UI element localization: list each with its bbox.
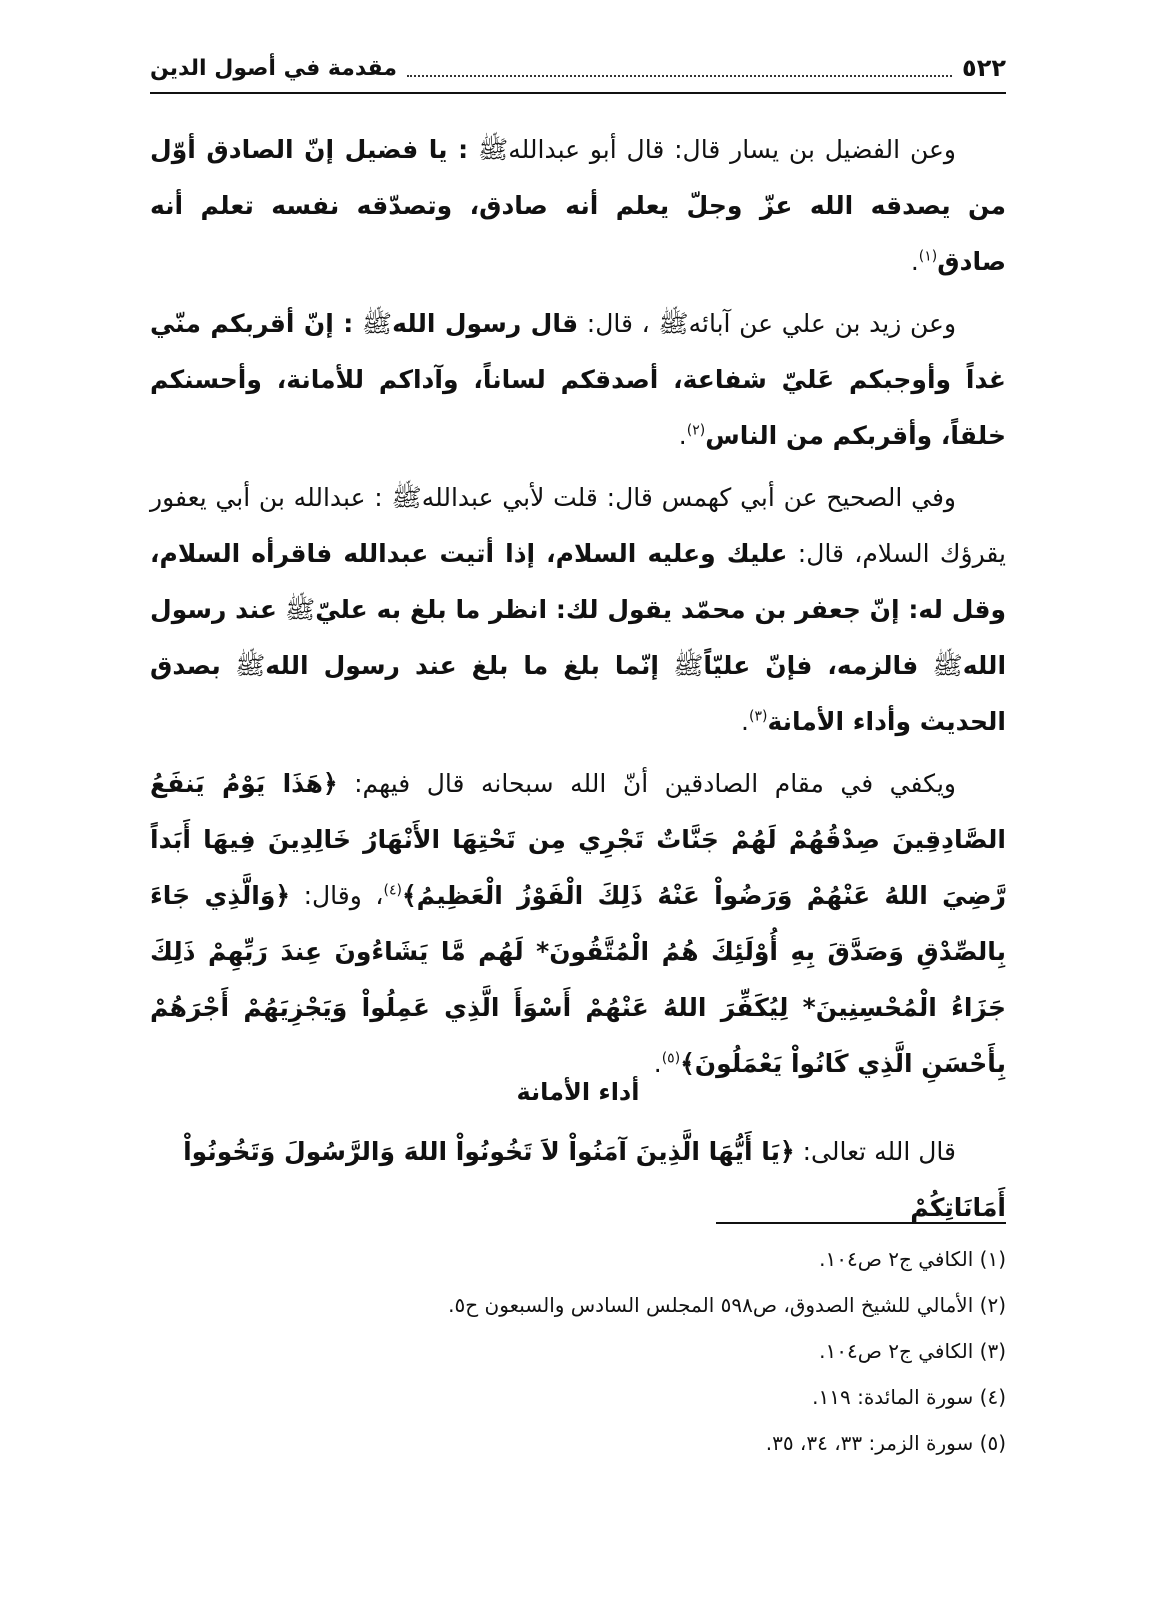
text-run: . bbox=[653, 1049, 662, 1078]
section-text bbox=[150, 1124, 1006, 1236]
text-run: ، وقال: bbox=[303, 881, 384, 910]
text-run: قال الله تعالى: bbox=[802, 1137, 956, 1166]
footnotes bbox=[150, 1236, 1006, 1466]
footnote-ref[interactable]: (١) bbox=[918, 248, 938, 265]
honorific-glyph: ﷺ bbox=[391, 483, 422, 512]
text-run: . bbox=[741, 707, 749, 736]
text-run: وعن زيد بن علي عن آبائه bbox=[688, 309, 957, 338]
text-run: . bbox=[678, 421, 687, 450]
section-heading: أداء الأمانة bbox=[516, 1078, 640, 1106]
honorific-glyph: ﷺ bbox=[284, 595, 316, 624]
hadith-text: عليك وعليه السلام، إذا أتيت عبدالله فاقرأه السلام، وقل له: إنّ جعفر بن محمّد يقول لك: انظر ما بلغ به عليّ bbox=[150, 539, 1006, 624]
honorific-glyph: ﷺ bbox=[478, 135, 509, 164]
page-number: ٥٢٢ bbox=[962, 54, 1006, 82]
book-title: مقدمة في أصول الدين bbox=[150, 55, 398, 81]
honorific-glyph: ﷺ bbox=[235, 651, 266, 680]
honorific-glyph: ﷺ bbox=[932, 651, 963, 680]
paragraph-sadiqin bbox=[150, 756, 1006, 1092]
honorific-glyph: ﷺ bbox=[361, 309, 393, 338]
honorific-glyph: ﷺ bbox=[658, 309, 689, 338]
footnote-2: (٢) الأمالي للشيخ الصدوق، ص٥٩٨ المجلس السادس والسبعون ح٥. bbox=[448, 1293, 1006, 1317]
footnote-5: (٥) سورة الزمر: ٣٣، ٣٤، ٣٥. bbox=[765, 1431, 1006, 1455]
footnote-4: (٤) سورة المائدة: ١١٩. bbox=[812, 1385, 1006, 1409]
footnote-3: (٣) الكافي ج٢ ص١٠٤. bbox=[819, 1339, 1006, 1363]
quran-verse: ﴿هَذَا يَوْمُ يَنفَعُ الصَّادِقِينَ صِدْقُهُمْ لَهُمْ جَنَّاتٌ تَجْرِي مِن تَحْتِهَا الأَنْهَارُ خَالِدِينَ فِيهَا أَبَداً رَّضِيَ اللهُ عَنْهُمْ وَرَضُواْ عَنْهُ ذَلِكَ الْفَوْزُ الْعَظِيمُ﴾ bbox=[150, 769, 1006, 910]
footnote-ref[interactable]: (٤) bbox=[383, 882, 402, 899]
hadith-text: بصدق الحديث وأداء الأمانة bbox=[150, 651, 1006, 736]
text-run: : عبدالله بن أبي يعفور يقرؤك السلام، قال: bbox=[150, 483, 1006, 568]
hadith-text: : إنّ أقربكم منّي غداً وأوجبكم عَليّ شفاعة، أصدقكم لساناً، وآداكم للأمانة، وأحسنكم خلقاً، وأقربكم من الناس bbox=[150, 309, 1006, 450]
footnote-ref[interactable]: (٥) bbox=[661, 1050, 681, 1067]
paragraph-zayd bbox=[150, 296, 1006, 464]
hadith-text: إنّما بلغ ما بلغ عند رسول الله bbox=[265, 651, 659, 680]
running-header bbox=[150, 48, 1006, 88]
text-run: وعن الفضيل بن يسار قال: قال أبو عبدالله bbox=[508, 135, 956, 164]
footnote-ref[interactable]: (٣) bbox=[748, 708, 768, 725]
header-rule bbox=[150, 92, 1006, 94]
footnote-separator bbox=[716, 1222, 1006, 1224]
quran-verse: ﴿يَا أَيُّهَا الَّذِينَ آمَنُواْ لاَ تَخُونُواْ اللهَ وَالرَّسُولَ وَتَخُونُواْ أَمَانَاتِكُمْ bbox=[183, 1137, 1006, 1222]
text-run: وفي الصحيح عن أبي كهمس قال: قلت لأبي عبدالله bbox=[421, 483, 957, 512]
header-dot-leader bbox=[407, 59, 952, 77]
hadith-text: عند رسول الله bbox=[150, 595, 1007, 680]
footnote-1: (١) الكافي ج٢ ص١٠٤. bbox=[819, 1247, 1006, 1271]
text-run: ، قال: bbox=[586, 309, 650, 338]
paragraph-kahmas bbox=[150, 470, 1006, 750]
hadith-text: فالزمه، فإنّ عليّاً bbox=[703, 651, 919, 680]
paragraph-fudayl bbox=[150, 122, 1006, 290]
main-text bbox=[150, 122, 1006, 1098]
text-run: . bbox=[910, 247, 919, 276]
text-run: ويكفي في مقام الصادقين أنّ الله سبحانه قال فيهم: bbox=[354, 769, 956, 798]
hadith-text: قال رسول الله bbox=[392, 309, 579, 338]
footnote-ref[interactable]: (٢) bbox=[686, 422, 706, 439]
hadith-text: : يا فضيل إنّ الصادق أوّل من يصدقه الله عزّ وجلّ يعلم أنه صادق، وتصدّقه نفسه تعلم أنه صادق bbox=[150, 135, 1006, 276]
honorific-glyph: ﷺ bbox=[673, 651, 704, 680]
quran-verse: ﴿وَالَّذِي جَاءَ بِالصِّدْقِ وَصَدَّقَ بِهِ أُوْلَئِكَ هُمُ الْمُتَّقُونَ* لَهُم مَّا يَشَاءُونَ عِندَ رَبِّهِمْ ذَلِكَ جَزَاءُ الْمُحْسِنِينَ* لِيُكَفِّرَ اللهُ عَنْهُمْ أَسْوَأَ الَّذِي عَمِلُواْ وَيَجْزِيَهُمْ أَجْرَهُمْ بِأَحْسَنِ الَّذِي كَانُواْ يَعْمَلُونَ﴾ bbox=[150, 881, 1006, 1078]
